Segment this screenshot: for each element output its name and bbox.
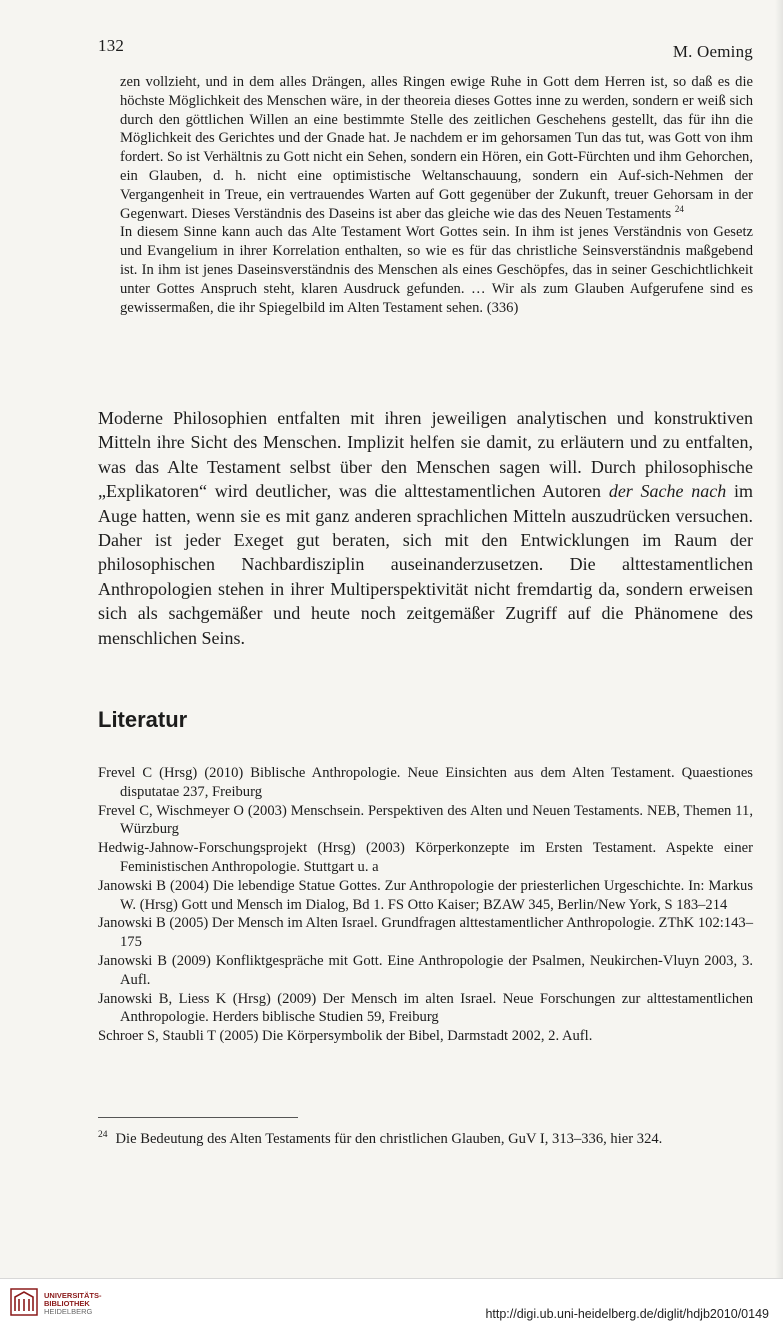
reference-item: Janowski B (2005) Der Mensch im Alten Israel. Grundfragen alttestamentlicher Anthropologie. ZThK 102:143–175 [98,915,753,951]
running-head-author: M. Oeming [672,42,753,61]
reference-item: Janowski B (2009) Konfliktgespräche mit Gott. Eine Anthropologie der Psalmen, Neukirchen-Vluyn 2003, 3. Aufl. [98,952,753,988]
footnote-divider [98,1117,298,1118]
source-url-link[interactable]: http://digi.ub.uni-heidelberg.de/diglit/hdjb2010/0149 [485,1307,769,1321]
library-name: UNIVERSITÄTS- BIBLIOTHEK HEIDELBERG [44,1291,102,1316]
reference-list [98,764,753,1046]
footnote-text: Die Bedeutung des Alten Testaments für den christlichen Glauben, GuV I, 313–336, hier 324. [115,1131,663,1147]
reference-item: Frevel C, Wischmeyer O (2003) Menschsein. Perspektiven des Alten und Neuen Testaments. NEB, Themen 11, Würzburg [98,802,753,838]
block-quote [120,73,753,317]
body-text-part1: Moderne Philosophien entfalten mit ihren jeweiligen analytischen und konstruktiven Mitteln ihre Sicht des Menschen. Implizit helfen sie damit, zu erläutern und zu entfalten, was das Alte Testament selbst über den Menschen sagen will. Durch philosophische „Explikatoren“ wird deutlicher, was die alttestamentlichen Autoren [98,408,753,502]
university-library-logo-icon[interactable] [10,1288,38,1316]
quote-paragraph-1-text: zen vollzieht, und in dem alles Drängen, alles Ringen ewige Ruhe in Gott dem Herren ist, so daß es die höchste Möglichkeit des Menschen wäre, in der theoreia dieses Gottes inne zu werden, sondern er weiß sich durch den göttlichen Willen an eine bestimmte Stelle des zeitlichen Geschehens gestellt, das für ihn die Möglichkeit des Gerichtes und der Gnade hat. Je nachdem er im gehorsamen Tun das tut, was Gott von ihm fordert. So ist Verhältnis zu Gott nicht ein Sehen, sondern ein Hören, ein Gott-Fürchten und ihm Gehorchen, ein Glauben, d. h. nicht eine optimistische Weltanschauung, sondern ein Auf-sich-Nehmen der Vergangenheit in Treue, ein vertrauendes Warten auf Gott gegenüber der Zukunft, treuer Gehorsam in der Gegenwart. Dieses Verständnis des Daseins ist aber das gleiche wie das des Neuen Testaments [120,74,753,222]
footnote [98,1130,753,1148]
reference-item: Janowski B, Liess K (Hrsg) (2009) Der Mensch im alten Israel. Neue Forschungen zur alttestamentlichen Anthropologie. Herders biblische Studien 59, Freiburg [98,990,753,1026]
page-number: 132 [98,36,125,55]
reference-item: Hedwig-Jahnow-Forschungsprojekt (Hrsg) (2003) Körperkonzepte im Ersten Testament. Aspekte einer Feministischen Anthropologie. Stuttgart u. a [98,840,753,875]
reference-item: Frevel C (Hrsg) (2010) Biblische Anthropologie. Neue Einsichten aus dem Alten Testament. Quaestiones disputatae 237, Freiburg [98,765,753,800]
body-paragraph [98,406,753,650]
running-head [98,36,753,60]
quote-paragraph-1 [120,73,753,223]
section-heading: Literatur [98,707,188,732]
body-text-italic: der Sache nach [608,481,727,502]
reference-item: Janowski B (2004) Die lebendige Statue Gottes. Zur Anthropologie der priesterlichen Urgeschichte. In: Markus W. (Hrsg) Gott und Mensch im Dialog, Bd 1. FS Otto Kaiser; BZAW 345, Berlin/New York, S 183–214 [98,877,753,913]
body-text-part2: im Auge hatten, wenn sie es mit ganz anderen sprachlichen Mitteln auszudrücken versuchen. Daher ist jeder Exeget gut beraten, sich mit den Entwicklungen im Raum der philosophischen Nachbardisziplin auseinanderzusetzen. Die alttestamentlichen Anthropologien stehen in ihrer Multiperspektivität nicht fremdartig da, sondern erweisen sich als sachgemäßer und heute noch zeitgemäßer Zugriff auf die Phänomene des menschlichen Seins. [98,481,754,648]
quote-paragraph-2: In diesem Sinne kann auch das Alte Testament Wort Gottes sein. In ihm ist jenes Verständnis von Gesetz und Evangelium in ihrer Korrelation enthalten, so wie es für das christliche Seinsverständnis maßgebend ist. In ihm ist jenes Daseinsverständnis des Menschen als eines Geschöpfes, das in seiner Geschichtlichkeit unter Gottes Anspruch steht, klaren Ausdruck gefunden. … Wir als zum Glauben Aufgerufene sind es gewissermaßen, die ihr Spiegelbild im Alten Testament sehen. (336) [120,224,753,316]
reference-item: Schroer S, Staubli T (2005) Die Körpersymbolik der Bibel, Darmstadt 2002, 2. Aufl. [98,1028,593,1045]
footnote-number: 24 [98,1130,108,1141]
footnote-marker[interactable]: 24 [674,203,684,214]
